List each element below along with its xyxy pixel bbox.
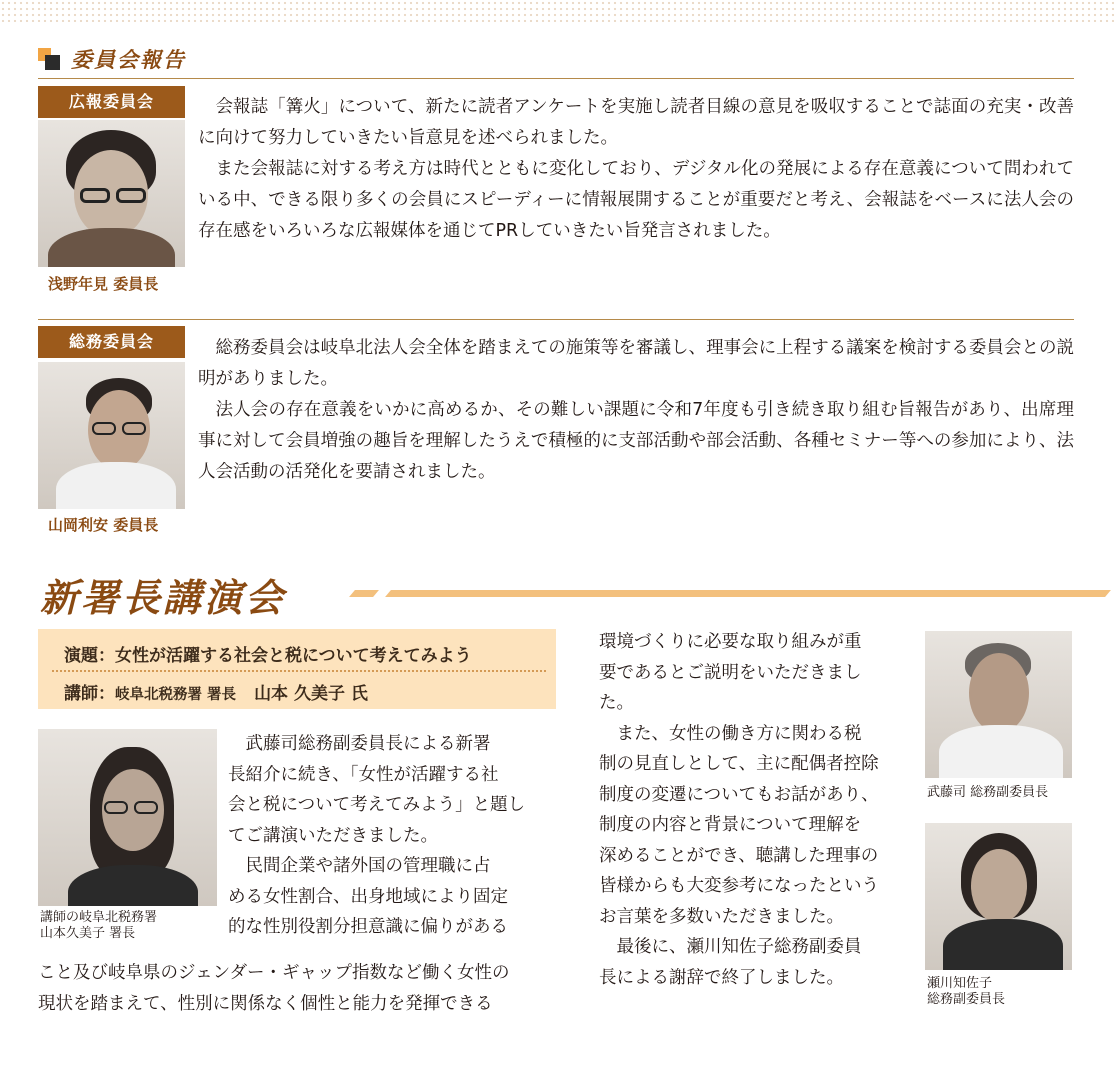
lecturer-name: 山本 久美子 氏	[254, 684, 368, 704]
paragraph: 総務委員会は岐阜北法人会全体を踏まえての施策等を審議し、理事会に上程する議案を検討する委員会との説明がありました。	[198, 338, 1074, 389]
photo-caption-line: 総務副委員長	[927, 992, 1006, 1007]
section-title: 委員会報告	[71, 48, 186, 72]
text-line: 制の見直しとして、主に配偶者控除	[599, 754, 879, 774]
section-header	[38, 44, 1074, 72]
title-stripe	[385, 590, 1111, 597]
text-line: こと及び岐阜県のジェンダー・ギャップ指数など働く女性の	[38, 963, 510, 983]
committee-text-general-affairs	[198, 333, 1074, 488]
lecture-text-col1-full	[38, 958, 509, 1019]
text-line: 要であるとご説明をいただきまし	[599, 662, 862, 683]
committee-text-pr	[198, 92, 1074, 247]
speaker-caption	[40, 910, 157, 942]
lecture-topic: 演題：女性が活躍する社会と税について考えてみよう	[64, 646, 472, 666]
portrait-photo-asano	[38, 120, 185, 267]
lecturer-org: 岐阜北税務署 署長	[115, 687, 237, 703]
speaker-photo	[38, 729, 217, 906]
photo-caption-segawa	[927, 976, 1005, 1008]
square-bullet-icon	[38, 48, 60, 70]
text-line: また、女性の働き方に関わる税	[599, 723, 862, 744]
text-line: てご講演いただきました。	[228, 825, 438, 846]
text-line: お言葉を多数いただきました。	[599, 906, 844, 927]
lecture-topic-box	[38, 629, 556, 709]
paragraph: 法人会の存在意義をいかに高めるか、その難しい課題に令和7年度も引き続き取り組む旨報告があり、出席理事に対して会員増強の趣旨を理解したうえで積極的に支部活動や部会活動、各種セミナー等への参加により、法人会活動の活発化を要請されました。	[198, 400, 1074, 482]
photo-muto	[925, 631, 1072, 778]
speaker-caption-line: 山本久美子 署長	[40, 926, 136, 941]
text-line: 会と税について考えてみよう」と題し	[228, 795, 526, 815]
committee-badge-pr: 広報委員会	[38, 86, 185, 118]
title-stripe-accent	[349, 590, 379, 597]
dotted-divider	[52, 670, 546, 672]
text-line: 現状を踏まえて、性別に関係なく個性と能力を発揮できる	[38, 993, 493, 1014]
text-line: 深めることができ、聴講した理事の	[599, 845, 879, 866]
committee-chair-caption-general-affairs: 山岡利安 委員長	[48, 516, 159, 534]
photo-caption-line: 瀬川知佐子	[927, 976, 993, 991]
speaker-caption-line: 講師の岐阜北税務署	[40, 910, 158, 925]
text-line: 制度の変遷についてもお話があり、	[599, 784, 879, 805]
committee-rule	[38, 319, 1074, 320]
text-line: 皆様からも大変参考になったという	[599, 876, 879, 896]
paragraph: また会報誌に対する考え方は時代とともに変化しており、デジタル化の発展による存在意義について問われている中、できる限り多くの会員にスピーディーに情報展開することが重要だと考え、会報誌をベースに法人会の存在感をいろいろな広報媒体を通じてPRしていきたい旨発言されました。	[198, 159, 1074, 241]
text-line: める女性割合、出身地域により固定	[228, 886, 508, 907]
text-line: た。	[599, 693, 634, 713]
text-line: 的な性別役割分担意識に偏りがある	[228, 917, 508, 937]
text-line: 武藤司総務副委員長による新署	[228, 734, 491, 754]
photo-caption-muto: 武藤司 総務副委員長	[927, 785, 1049, 800]
paragraph: 会報誌「篝火」について、新たに読者アンケートを実施し読者目線の意見を吸収することで誌面の充実・改善に向けて努力していきたい旨意見を述べられました。	[198, 97, 1074, 148]
text-line: 最後に、瀬川知佐子総務副委員	[599, 937, 862, 957]
portrait-photo-yamaoka	[38, 362, 185, 509]
lecture-text-col1-narrow	[228, 729, 525, 943]
text-line: 長による謝辞で終了しました。	[599, 967, 844, 988]
lecture-text-col2	[599, 627, 879, 993]
text-line: 環境づくりに必要な取り組みが重	[599, 632, 862, 652]
text-line: 制度の内容と背景について理解を	[599, 815, 862, 835]
photo-segawa	[925, 823, 1072, 970]
dotted-top-border	[0, 0, 1114, 22]
lecturer-line	[64, 679, 368, 704]
text-line: 長紹介に続き、「女性が活躍する社	[228, 764, 499, 785]
committee-badge-general-affairs: 総務委員会	[38, 326, 185, 358]
section-rule	[38, 78, 1074, 79]
text-line: 民間企業や諸外国の管理職に占	[228, 856, 491, 876]
lecture-title: 新署長講演会	[40, 576, 287, 620]
committee-chair-caption-pr: 浅野年見 委員長	[48, 275, 159, 293]
lecturer-label: 講師：	[64, 684, 115, 704]
